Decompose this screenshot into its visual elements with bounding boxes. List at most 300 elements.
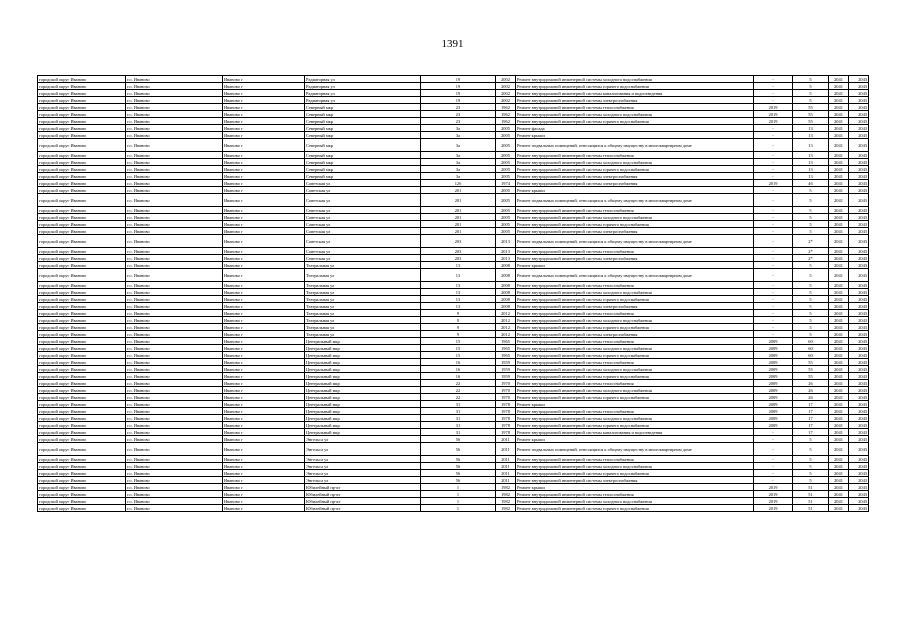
cell-municipality: г.о. Иваново [126,491,223,498]
cell-street: Энгельса ул [305,463,421,470]
cell-work-type: Ремонт внутридомовой инженерной системы холодного водоснабжения [516,345,754,352]
cell-work-type: Ремонт крыши [516,132,754,139]
cell-depreciation: 55 [793,118,829,125]
cell-street: Театральная ул [305,331,421,338]
cell-last-repair-year: 2009 [754,345,793,352]
cell-build-year: 1978 [496,429,516,436]
cell-municipal-district: городской округ Иваново [38,498,126,505]
table-row [38,498,869,505]
table-row [38,282,869,289]
cell-settlement: Иваново г [223,269,305,282]
cell-municipality: г.о. Иваново [126,97,223,104]
cell-municipality: г.о. Иваново [126,282,223,289]
cell-last-repair-year: 2009 [754,415,793,422]
cell-plan-start-year: 2041 [829,456,849,463]
cell-house-number: 3а [421,139,496,152]
table-row [38,470,869,477]
cell-depreciation: 5 [793,76,829,83]
cell-municipal-district: городской округ Иваново [38,470,126,477]
cell-street: Центральный мкр [305,394,421,401]
table-row [38,194,869,207]
cell-street: Центральный мкр [305,345,421,352]
table-row [38,269,869,282]
cell-house-number: 3а [421,132,496,139]
cell-municipality: г.о. Иваново [126,310,223,317]
cell-municipality: г.о. Иваново [126,289,223,296]
cell-settlement: Иваново г [223,498,305,505]
table-row [38,422,869,429]
cell-street: Юбилейный пр-кт [305,498,421,505]
cell-work-type: Ремонт внутридомовой инженерной системы электроснабжения [516,180,754,187]
cell-house-number: 9 [421,310,496,317]
cell-work-type: Ремонт внутридомовой инженерной системы электроснабжения [516,173,754,180]
cell-plan-start-year: 2041 [829,310,849,317]
cell-depreciation: 2* [793,248,829,255]
cell-house-number: 15 [421,338,496,345]
cell-depreciation: 5 [793,436,829,443]
table-row [38,505,869,512]
cell-depreciation: 17 [793,401,829,408]
cell-build-year: 2005 [496,228,516,235]
cell-municipal-district: городской округ Иваново [38,317,126,324]
cell-depreciation: 5 [793,269,829,282]
cell-build-year: 2002 [496,90,516,97]
cell-street: Северный мкр [305,111,421,118]
table-row [38,331,869,338]
cell-street: Энгельса ул [305,436,421,443]
cell-last-repair-year: - [754,463,793,470]
cell-plan-start-year: 2041 [829,97,849,104]
cell-depreciation: 5 [793,228,829,235]
cell-work-type: Ремонт внутридомовой инженерной системы электроснабжения [516,228,754,235]
cell-house-number: 3а [421,152,496,159]
cell-municipal-district: городской округ Иваново [38,366,126,373]
cell-municipal-district: городской округ Иваново [38,373,126,380]
cell-work-type: Ремонт внутридомовой инженерной системы холодного водоснабжения [516,111,754,118]
cell-street: Театральная ул [305,296,421,303]
cell-plan-start-year: 2041 [829,221,849,228]
cell-municipal-district: городской округ Иваново [38,345,126,352]
register-body [38,76,869,512]
cell-depreciation: 5 [793,310,829,317]
table-row [38,248,869,255]
cell-last-repair-year: 2009 [754,380,793,387]
cell-plan-end-year: 2043 [849,207,869,214]
cell-last-repair-year: - [754,324,793,331]
cell-house-number: 56 [421,463,496,470]
cell-street: Центральный мкр [305,380,421,387]
cell-municipality: г.о. Иваново [126,76,223,83]
table-row [38,118,869,125]
cell-street: Северный мкр [305,118,421,125]
table-row [38,187,869,194]
cell-municipal-district: городской округ Иваново [38,310,126,317]
cell-house-number: 15 [421,345,496,352]
cell-municipality: г.о. Иваново [126,331,223,338]
cell-house-number: 3а [421,159,496,166]
table-row [38,228,869,235]
cell-plan-end-year: 2043 [849,159,869,166]
cell-build-year: 1959 [496,359,516,366]
cell-work-type: Ремонт внутридомовой инженерной системы электроснабжения [516,303,754,310]
cell-plan-start-year: 2041 [829,118,849,125]
cell-depreciation: 13 [793,132,829,139]
cell-work-type: Ремонт подвальных помещений, относящихся к общему имуществу в многоквартирном доме [516,269,754,282]
cell-settlement: Иваново г [223,173,305,180]
cell-settlement: Иваново г [223,221,305,228]
cell-work-type: Ремонт внутридомовой инженерной системы горячего водоснабжения [516,83,754,90]
cell-plan-end-year: 2043 [849,401,869,408]
cell-work-type: Ремонт крыши [516,262,754,269]
cell-municipal-district: городской округ Иваново [38,477,126,484]
cell-plan-start-year: 2041 [829,125,849,132]
cell-plan-end-year: 2043 [849,352,869,359]
cell-build-year: 2005 [496,166,516,173]
cell-plan-start-year: 2041 [829,269,849,282]
cell-build-year: 2005 [496,187,516,194]
cell-municipal-district: городской округ Иваново [38,159,126,166]
cell-last-repair-year: - [754,296,793,303]
cell-build-year: 2008 [496,296,516,303]
cell-house-number: 31 [421,401,496,408]
cell-last-repair-year: - [754,159,793,166]
cell-build-year: 1978 [496,415,516,422]
cell-work-type: Ремонт внутридомовой инженерной системы электроснабжения [516,477,754,484]
cell-plan-end-year: 2043 [849,132,869,139]
cell-municipal-district: городской округ Иваново [38,118,126,125]
cell-plan-end-year: 2043 [849,194,869,207]
cell-plan-end-year: 2043 [849,387,869,394]
cell-house-number: 13 [421,262,496,269]
cell-street: Энгельса ул [305,456,421,463]
cell-plan-end-year: 2043 [849,255,869,262]
cell-plan-end-year: 2043 [849,152,869,159]
cell-municipal-district: городской округ Иваново [38,401,126,408]
cell-last-repair-year: 2009 [754,422,793,429]
cell-last-repair-year: - [754,173,793,180]
cell-street: Советская ул [305,255,421,262]
cell-last-repair-year: - [754,303,793,310]
cell-house-number: 1 [421,505,496,512]
cell-settlement: Иваново г [223,187,305,194]
cell-plan-start-year: 2041 [829,436,849,443]
cell-house-number: 22 [421,394,496,401]
cell-municipality: г.о. Иваново [126,436,223,443]
cell-municipality: г.о. Иваново [126,152,223,159]
cell-build-year: 2012 [496,331,516,338]
cell-street: Центральный мкр [305,422,421,429]
cell-municipal-district: городской округ Иваново [38,324,126,331]
cell-street: Энгельса ул [305,443,421,456]
cell-settlement: Иваново г [223,83,305,90]
cell-depreciation: 2* [793,255,829,262]
cell-settlement: Иваново г [223,324,305,331]
cell-street: Северный мкр [305,166,421,173]
cell-municipality: г.о. Иваново [126,83,223,90]
cell-house-number: 203 [421,235,496,248]
cell-settlement: Иваново г [223,282,305,289]
cell-settlement: Иваново г [223,505,305,512]
cell-last-repair-year: 2009 [754,338,793,345]
cell-build-year: 2005 [496,152,516,159]
cell-municipality: г.о. Иваново [126,380,223,387]
cell-plan-end-year: 2043 [849,111,869,118]
cell-plan-end-year: 2043 [849,436,869,443]
cell-plan-start-year: 2041 [829,387,849,394]
cell-plan-end-year: 2043 [849,180,869,187]
cell-last-repair-year: - [754,235,793,248]
cell-work-type: Ремонт крыши [516,484,754,491]
cell-settlement: Иваново г [223,345,305,352]
cell-settlement: Иваново г [223,310,305,317]
cell-municipality: г.о. Иваново [126,90,223,97]
cell-street: Театральная ул [305,317,421,324]
table-row [38,477,869,484]
cell-settlement: Иваново г [223,484,305,491]
cell-street: Северный мкр [305,173,421,180]
cell-plan-end-year: 2043 [849,380,869,387]
cell-depreciation: 5 [793,214,829,221]
cell-municipality: г.о. Иваново [126,401,223,408]
cell-house-number: 1 [421,498,496,505]
cell-build-year: 1982 [496,491,516,498]
cell-municipal-district: городской округ Иваново [38,331,126,338]
cell-last-repair-year: 2009 [754,408,793,415]
cell-street: Театральная ул [305,282,421,289]
cell-plan-start-year: 2041 [829,132,849,139]
cell-settlement: Иваново г [223,97,305,104]
cell-work-type: Ремонт внутридомовой инженерной системы электроснабжения [516,331,754,338]
cell-municipal-district: городской округ Иваново [38,132,126,139]
cell-depreciation: 51 [793,505,829,512]
cell-municipality: г.о. Иваново [126,303,223,310]
cell-municipality: г.о. Иваново [126,159,223,166]
cell-last-repair-year: - [754,125,793,132]
cell-street: Радиаторная ул [305,90,421,97]
cell-last-repair-year: 2009 [754,373,793,380]
cell-last-repair-year: - [754,429,793,436]
cell-house-number: 56 [421,470,496,477]
cell-last-repair-year: - [754,76,793,83]
cell-last-repair-year: 2009 [754,359,793,366]
cell-plan-start-year: 2041 [829,180,849,187]
cell-last-repair-year: - [754,214,793,221]
cell-municipal-district: городской округ Иваново [38,422,126,429]
cell-street: Советская ул [305,235,421,248]
cell-last-repair-year: 2009 [754,366,793,373]
cell-house-number: 56 [421,456,496,463]
cell-plan-end-year: 2043 [849,118,869,125]
cell-house-number: 23 [421,118,496,125]
cell-depreciation: 5 [793,303,829,310]
cell-work-type: Ремонт крыши [516,187,754,194]
cell-plan-end-year: 2043 [849,373,869,380]
cell-work-type: Ремонт внутридомовой инженерной системы холодного водоснабжения [516,214,754,221]
cell-build-year: 2008 [496,282,516,289]
cell-street: Юбилейный пр-кт [305,491,421,498]
cell-street: Театральная ул [305,310,421,317]
cell-last-repair-year: - [754,310,793,317]
cell-work-type: Ремонт внутридомовой инженерной системы теплоснабжения [516,359,754,366]
cell-work-type: Ремонт внутридомовой инженерной системы холодного водоснабжения [516,159,754,166]
cell-settlement: Иваново г [223,248,305,255]
cell-street: Советская ул [305,221,421,228]
cell-last-repair-year: 2019 [754,498,793,505]
cell-municipality: г.о. Иваново [126,463,223,470]
cell-municipal-district: городской округ Иваново [38,408,126,415]
cell-depreciation: 13 [793,125,829,132]
cell-plan-start-year: 2041 [829,394,849,401]
table-row [38,401,869,408]
cell-last-repair-year: 2019 [754,111,793,118]
cell-plan-end-year: 2043 [849,104,869,111]
cell-plan-start-year: 2041 [829,429,849,436]
cell-last-repair-year: 2019 [754,180,793,187]
cell-work-type: Ремонт внутридомовой инженерной системы теплоснабжения [516,456,754,463]
table-row [38,436,869,443]
cell-house-number: 31 [421,422,496,429]
cell-depreciation: 26 [793,387,829,394]
cell-street: Советская ул [305,187,421,194]
cell-build-year: 2005 [496,214,516,221]
cell-last-repair-year: - [754,248,793,255]
cell-municipal-district: городской округ Иваново [38,76,126,83]
cell-build-year: 1962 [496,111,516,118]
cell-street: Центральный мкр [305,366,421,373]
cell-build-year: 2011 [496,443,516,456]
cell-plan-start-year: 2041 [829,282,849,289]
cell-work-type: Ремонт внутридомовой инженерной системы горячего водоснабжения [516,118,754,125]
cell-house-number: 16 [421,373,496,380]
table-row [38,152,869,159]
cell-last-repair-year: 2009 [754,352,793,359]
cell-build-year: 2002 [496,97,516,104]
table-row [38,491,869,498]
cell-depreciation: 5 [793,324,829,331]
cell-municipal-district: городской округ Иваново [38,228,126,235]
cell-house-number: 201 [421,228,496,235]
cell-build-year: 2008 [496,289,516,296]
cell-settlement: Иваново г [223,352,305,359]
cell-municipal-district: городской округ Иваново [38,139,126,152]
cell-municipal-district: городской округ Иваново [38,484,126,491]
cell-municipal-district: городской округ Иваново [38,111,126,118]
cell-settlement: Иваново г [223,194,305,207]
cell-work-type: Ремонт внутридомовой инженерной системы холодного водоснабжения [516,366,754,373]
cell-house-number: 201 [421,214,496,221]
cell-street: Юбилейный пр-кт [305,484,421,491]
cell-work-type: Ремонт внутридомовой инженерной системы горячего водоснабжения [516,422,754,429]
cell-street: Энгельса ул [305,470,421,477]
cell-plan-end-year: 2043 [849,498,869,505]
cell-work-type: Ремонт внутридомовой инженерной системы теплоснабжения [516,380,754,387]
cell-street: Юбилейный пр-кт [305,505,421,512]
cell-build-year: 1982 [496,498,516,505]
cell-house-number: 1 [421,491,496,498]
cell-house-number: 3а [421,166,496,173]
cell-house-number: 13 [421,289,496,296]
cell-work-type: Ремонт подвальных помещений, относящихся к общему имуществу в многоквартирном доме [516,139,754,152]
cell-municipality: г.о. Иваново [126,214,223,221]
cell-house-number: 19 [421,97,496,104]
cell-house-number: 56 [421,477,496,484]
cell-build-year: 2005 [496,125,516,132]
cell-depreciation: 26 [793,380,829,387]
cell-plan-start-year: 2041 [829,235,849,248]
cell-municipality: г.о. Иваново [126,422,223,429]
cell-house-number: 16 [421,366,496,373]
cell-work-type: Ремонт внутридомовой инженерной системы горячего водоснабжения [516,166,754,173]
cell-house-number: 203 [421,255,496,262]
cell-municipality: г.о. Иваново [126,104,223,111]
cell-last-repair-year: - [754,470,793,477]
cell-settlement: Иваново г [223,401,305,408]
cell-build-year: 2011 [496,470,516,477]
cell-plan-end-year: 2043 [849,366,869,373]
cell-build-year: 2012 [496,310,516,317]
cell-house-number: 13 [421,303,496,310]
cell-street: Театральная ул [305,289,421,296]
cell-plan-end-year: 2043 [849,422,869,429]
cell-plan-end-year: 2043 [849,345,869,352]
cell-depreciation: 13 [793,173,829,180]
cell-municipal-district: городской округ Иваново [38,90,126,97]
cell-plan-end-year: 2043 [849,76,869,83]
cell-plan-start-year: 2041 [829,422,849,429]
cell-build-year: 1982 [496,484,516,491]
cell-build-year: 2013 [496,248,516,255]
cell-build-year: 2005 [496,194,516,207]
cell-build-year: 2005 [496,207,516,214]
cell-municipality: г.о. Иваново [126,194,223,207]
cell-settlement: Иваново г [223,436,305,443]
cell-work-type: Ремонт внутридомовой инженерной системы горячего водоснабжения [516,221,754,228]
cell-plan-end-year: 2043 [849,484,869,491]
cell-house-number: 201 [421,207,496,214]
cell-settlement: Иваново г [223,387,305,394]
cell-municipal-district: городской округ Иваново [38,194,126,207]
cell-street: Радиаторная ул [305,83,421,90]
cell-municipal-district: городской округ Иваново [38,214,126,221]
cell-house-number: 56 [421,436,496,443]
cell-municipality: г.о. Иваново [126,125,223,132]
cell-plan-start-year: 2041 [829,104,849,111]
cell-build-year: 2008 [496,269,516,282]
cell-work-type: Ремонт подвальных помещений, относящихся к общему имуществу в многоквартирном доме [516,194,754,207]
table-row [38,394,869,401]
cell-depreciation: 5 [793,194,829,207]
cell-municipality: г.о. Иваново [126,235,223,248]
cell-street: Северный мкр [305,159,421,166]
cell-build-year: 2013 [496,255,516,262]
cell-house-number: 201 [421,194,496,207]
cell-depreciation: 5 [793,187,829,194]
cell-municipal-district: городской округ Иваново [38,166,126,173]
cell-plan-start-year: 2041 [829,194,849,207]
cell-plan-end-year: 2043 [849,470,869,477]
cell-depreciation: 5 [793,296,829,303]
cell-work-type: Ремонт внутридомовой инженерной системы горячего водоснабжения [516,373,754,380]
cell-last-repair-year: - [754,97,793,104]
table-row [38,338,869,345]
cell-municipality: г.о. Иваново [126,118,223,125]
cell-municipal-district: городской округ Иваново [38,505,126,512]
cell-street: Театральная ул [305,303,421,310]
cell-work-type: Ремонт внутридомовой инженерной системы холодного водоснабжения [516,463,754,470]
cell-settlement: Иваново г [223,104,305,111]
cell-plan-end-year: 2043 [849,262,869,269]
cell-municipality: г.о. Иваново [126,408,223,415]
